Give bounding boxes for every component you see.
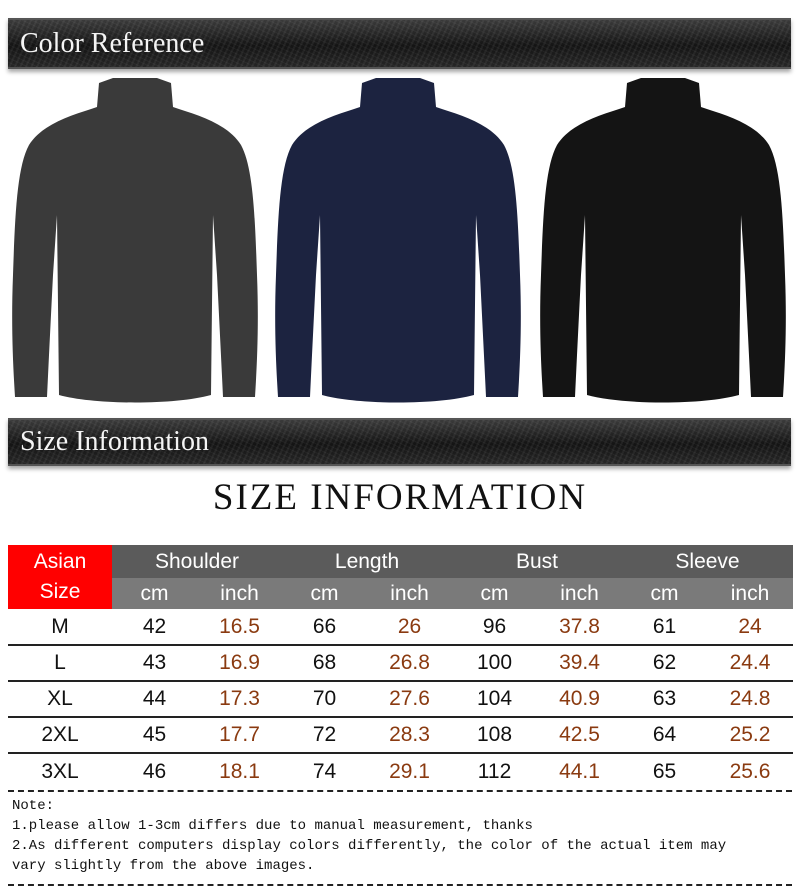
size-row xyxy=(8,645,793,681)
inch-value-cell: 18.1 xyxy=(219,759,260,783)
cm-value-cell: 108 xyxy=(452,717,537,753)
size-row xyxy=(8,753,793,789)
unit-header: cm xyxy=(282,578,367,609)
note-line-2: 2.As different computers display colors differently, the color of the actual item may xyxy=(12,838,727,854)
note-title: Note: xyxy=(12,798,55,814)
cm-value-cell: 42 xyxy=(112,609,197,645)
inch-value-cell: 16.5 xyxy=(197,609,282,645)
cm-value-cell: 46 xyxy=(142,759,167,783)
bust-header: Bust xyxy=(452,545,622,578)
cm-value-cell: 74 xyxy=(312,759,337,783)
size-row xyxy=(8,609,793,645)
inch-value-cell: 24.8 xyxy=(707,681,793,717)
cm-value-cell: 70 xyxy=(282,681,367,717)
inch-value-cell: 29.1 xyxy=(389,759,430,783)
cm-value-cell: 100 xyxy=(452,645,537,681)
asian-size-header xyxy=(8,545,112,609)
cm-value-cell: 112 xyxy=(477,759,512,783)
cm-value-cell: 43 xyxy=(112,645,197,681)
cm-value-cell: 63 xyxy=(622,681,707,717)
inch-value-cell: 27.6 xyxy=(367,681,452,717)
sleeve-header: Sleeve xyxy=(622,545,793,578)
inch-value-cell: 25.6 xyxy=(729,759,771,783)
unit-header: inch xyxy=(707,578,793,609)
size-chart-heading: SIZE INFORMATION xyxy=(212,477,588,518)
length-header: Length xyxy=(282,545,452,578)
inch-value-cell: 28.3 xyxy=(367,717,452,753)
unit-header: inch xyxy=(367,578,452,609)
inch-value-cell: 40.9 xyxy=(537,681,622,717)
size-information-title: Size Information xyxy=(20,426,209,457)
cm-value-cell: 62 xyxy=(622,645,707,681)
inch-value-cell: 24.4 xyxy=(707,645,793,681)
unit-header: cm xyxy=(112,578,197,609)
cm-value-cell: 45 xyxy=(112,717,197,753)
size-cell: 2XL xyxy=(8,717,112,753)
inch-value-cell: 26.8 xyxy=(367,645,452,681)
inch-value-cell: 26 xyxy=(367,609,452,645)
inch-value-cell: 39.4 xyxy=(537,645,622,681)
cm-value-cell: 65 xyxy=(652,759,677,783)
color-reference-banner xyxy=(8,18,791,69)
unit-header: inch xyxy=(197,578,282,609)
product-color-row xyxy=(0,75,800,410)
inch-value-cell: 17.7 xyxy=(197,717,282,753)
asian-label: Asian xyxy=(33,550,87,573)
cm-value-cell: 61 xyxy=(622,609,707,645)
size-row xyxy=(8,717,793,753)
inch-value-cell: 25.2 xyxy=(707,717,793,753)
size-cell: 3XL xyxy=(41,759,79,783)
notes-section xyxy=(8,790,792,886)
unit-header: cm xyxy=(452,578,537,609)
size-label: Size xyxy=(39,580,81,603)
shoulder-header: Shoulder xyxy=(112,545,282,578)
cm-value-cell: 68 xyxy=(282,645,367,681)
inch-value-cell: 44.1 xyxy=(559,759,600,783)
size-cell: L xyxy=(8,645,112,681)
size-row xyxy=(8,681,793,717)
note-line-1: 1.please allow 1-3cm differs due to manual measurement, thanks xyxy=(12,818,533,834)
size-chart-table xyxy=(8,545,793,789)
inch-value-cell: 17.3 xyxy=(197,681,282,717)
size-cell: XL xyxy=(8,681,112,717)
size-information-banner xyxy=(8,418,791,466)
sweater-navy-image xyxy=(268,75,528,410)
inch-value-cell: 37.8 xyxy=(537,609,622,645)
inch-value-cell: 16.9 xyxy=(197,645,282,681)
inch-value-cell: 42.5 xyxy=(537,717,622,753)
cm-value-cell: 96 xyxy=(452,609,537,645)
size-cell: M xyxy=(8,609,112,645)
note-line-3: vary slightly from the above images. xyxy=(12,858,315,874)
unit-header: cm xyxy=(622,578,707,609)
unit-header: inch xyxy=(537,578,622,609)
cm-value-cell: 66 xyxy=(282,609,367,645)
cm-value-cell: 64 xyxy=(622,717,707,753)
cm-value-cell: 104 xyxy=(452,681,537,717)
sweater-black-image xyxy=(533,75,793,410)
sweater-dark-gray-image xyxy=(5,75,265,410)
color-reference-title: Color Reference xyxy=(20,27,205,59)
cm-value-cell: 72 xyxy=(282,717,367,753)
inch-value-cell: 24 xyxy=(707,609,793,645)
cm-value-cell: 44 xyxy=(112,681,197,717)
